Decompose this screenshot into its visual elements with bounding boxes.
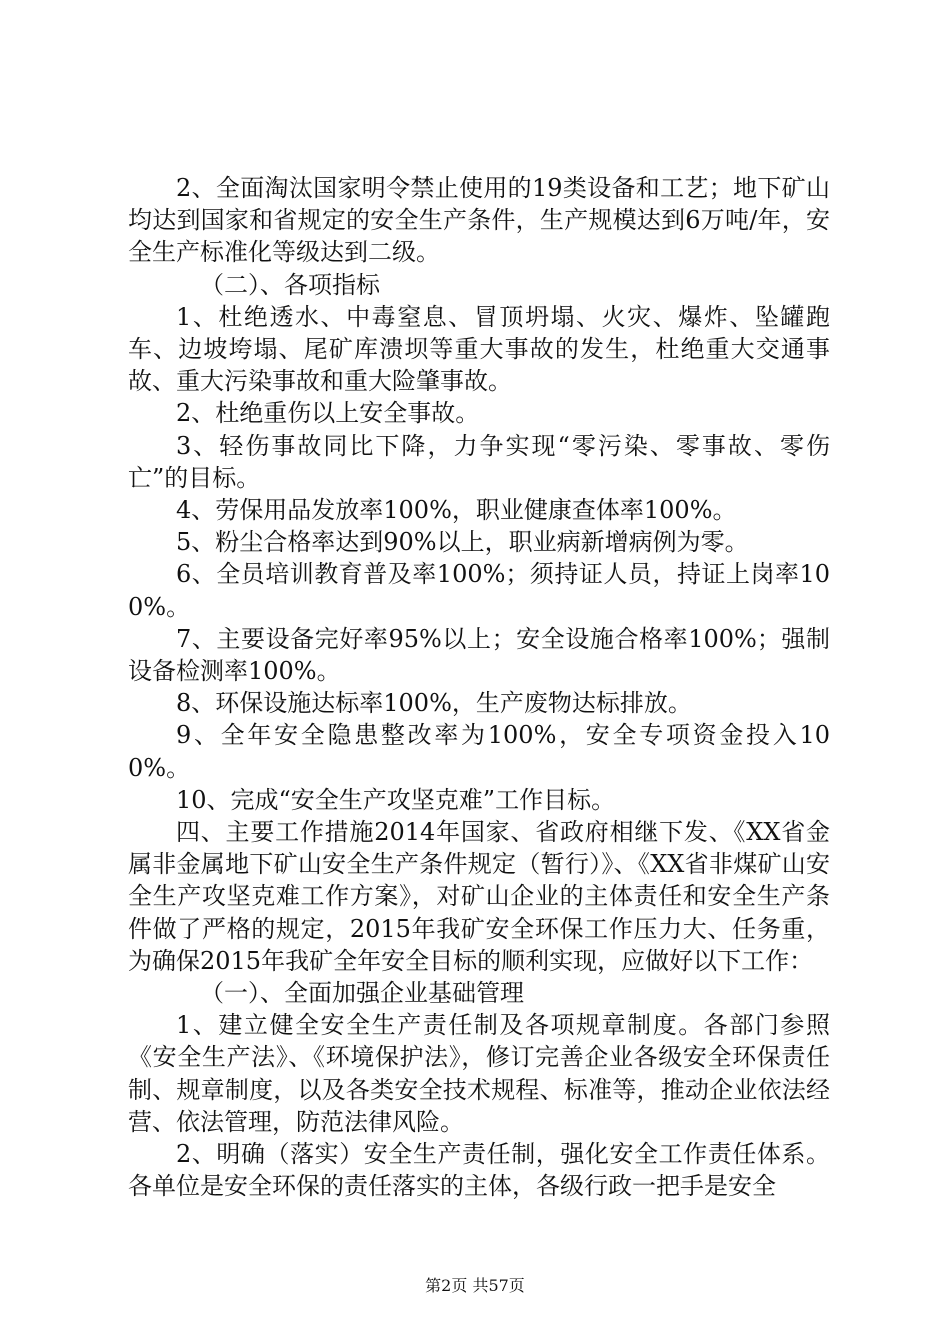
paragraph-indicator-7: 7、主要设备完好率95%以上；安全设施合格率100%；强制设备检测率100%。 xyxy=(128,624,830,686)
paragraph-management-1: 1、建立健全安全生产责任制及各项规章制度。各部门参照《安全生产法》、《环境保护法》，修订完善企业各级安全环保责任制、规章制度，以及各类安全技术规程、标准等，推动企业依法经营、依法管理，防范法律风险。 xyxy=(128,1011,830,1136)
paragraph-indicator-8: 8、环保设施达标率100%，生产废物达标排放。 xyxy=(176,689,692,718)
paragraph-indicator-9: 9、全年安全隐患整改率为100%，安全专项资金投入100%。 xyxy=(128,721,830,782)
paragraph-1: 2、全面淘汰国家明令禁止使用的19类设备和工艺；地下矿山均达到国家和省规定的安全生产条件，生产规模达到6万吨/年，安全生产标准化等级达到二级。 xyxy=(128,174,830,267)
document-body xyxy=(128,172,830,1203)
paragraph-indicator-3: 3、轻伤事故同比下降，力争实现“零污染、零事故、零伤亡”的目标。 xyxy=(128,431,830,492)
page-footer: 第2页 共57页 xyxy=(425,1276,525,1295)
paragraph-indicator-5: 5、粉尘合格率达到90%以上，职业病新增病例为零。 xyxy=(176,528,749,557)
paragraph-section-four: 四、主要工作措施2014年国家、省政府相继下发、《XX省金属非金属地下矿山安全生产条件规定（暂行）》、《XX省非煤矿山安全生产攻坚克难工作方案》，对矿山企业的主体责任和安全生产条件做了严格的规定，2015年我矿安全环保工作压力大、任务重，为确保2015年我矿全年安全目标的顺利实现，应做好以下工作： xyxy=(128,818,830,975)
paragraph-management-2: 2、明确（落实）安全生产责任制，强化安全工作责任体系。各单位是安全环保的责任落实的主体，各级行政一把手是安全 xyxy=(128,1140,830,1201)
paragraph-indicator-10: 10、完成“安全生产攻坚克难”工作目标。 xyxy=(176,785,616,814)
section-heading-indicators: （二）、各项指标 xyxy=(200,270,380,299)
section-heading-management: （一）、全面加强企业基础管理 xyxy=(200,979,524,1008)
paragraph-indicator-4: 4、劳保用品发放率100%，职业健康查体率100%。 xyxy=(176,496,737,525)
paragraph-indicator-6: 6、全员培训教育普及率100%；须持证人员，持证上岗率100%。 xyxy=(128,560,830,621)
paragraph-indicator-1: 1、杜绝透水、中毒窒息、冒顶坍塌、火灾、爆炸、坠罐跑车、边坡垮塌、尾矿库溃坝等重大事故的发生，杜绝重大交通事故、重大污染事故和重大险肇事故。 xyxy=(128,302,830,396)
paragraph-indicator-2: 2、杜绝重伤以上安全事故。 xyxy=(176,399,480,428)
